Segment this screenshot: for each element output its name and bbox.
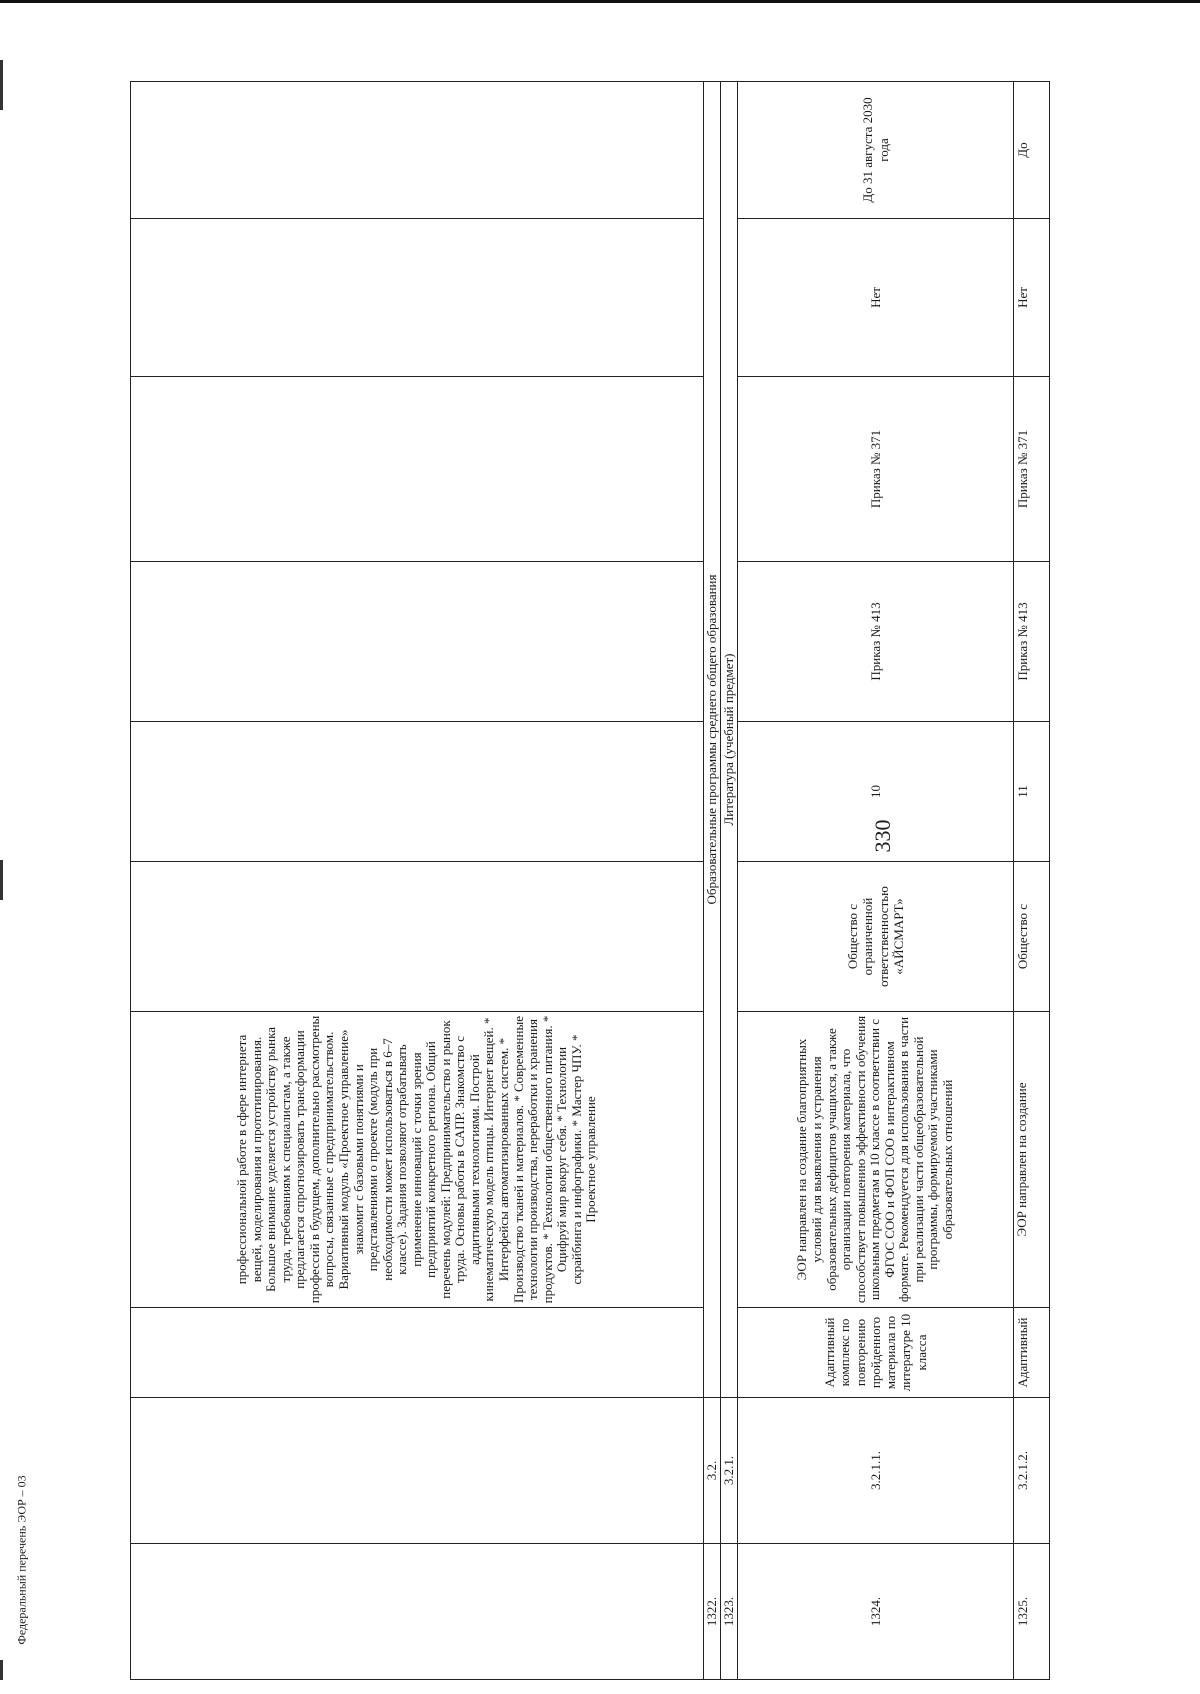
validity-term: До 31 августа 2030 года — [738, 82, 1014, 219]
document-footer: Федеральный перечень ЭОР – 03 — [14, 1475, 29, 1645]
row-code: 3.2. — [704, 1398, 721, 1544]
resource-name — [131, 1308, 704, 1398]
order-413 — [131, 562, 704, 722]
table-row — [704, 82, 721, 1680]
resource-annotation: ЭОР направлен на создание благоприятных условий для выявления и устранения образовательных дефицитов учащихся, а также организации повторения материала, что способствует повышению эффективности обучения школьным предметам в 10 классе в соответствии с ФГОС СОО и ФОП СОО в интерактивном формате. Рекомендуется для использования в части при реализации части общеобразовательной программы, формируемой участниками образовательных отношений — [738, 1012, 1014, 1308]
row-code: 3.2.1.2. — [1014, 1398, 1050, 1544]
row-code — [131, 1398, 704, 1544]
scan-left-edge-mark — [0, 860, 3, 900]
resource-name: Адаптивный комплекс по повторению пройденного материала по литературе 10 класса — [738, 1308, 1014, 1398]
subject-heading: Литература (учебный предмет) — [721, 82, 738, 1398]
eor-register-table — [130, 81, 1050, 1680]
row-number: 1322. — [704, 1544, 721, 1680]
developer-org: Общество с — [1014, 862, 1050, 1012]
table-row — [738, 82, 1014, 1680]
grade: 10 — [738, 722, 1014, 862]
scan-left-edge-mark — [0, 60, 3, 110]
limited-use: Нет — [1014, 219, 1050, 377]
order-413: Приказ № 413 — [738, 562, 1014, 722]
scan-left-edge-mark — [0, 1660, 3, 1680]
table-row — [721, 82, 738, 1680]
page-number: 330 — [870, 819, 895, 853]
resource-annotation: профессиональной работе в сфере интернета вещей, моделирования и прототипирования. Большое внимание уделяется устройству рынка труда, требованиям к специалистам, а также предлагается спрогнозировать трансформации профессий в будущем, дополнительно рассмотрены вопросы, связанные с предпринимательством. Вариативный модуль «Проектное управление» знакомит с базовыми понятиями и представлениями о проекте (модуль при необходимости может использоваться в 6–7 классе). Задания позволяют отрабатывать применение инноваций с точки зрения предприятий конкретного региона. Общий перечень модулей: Предпринимательство и рынок труда. Основы работы в САПР. Знакомство с аддитивными технологиями. Построй кинематическую модель птицы. Интернет вещей. * Интерфейсы автоматизированных систем. * Производство тканей и материалов. * Современные технологии производства, переработки и хранения продуктов. * Технологии общественного питания. * Оцифруй мир вокруг себя. * Технологии скрайбинга и инфографики. * Мастер ЧПУ. * Проектное управление — [131, 1012, 704, 1308]
limited-use — [131, 219, 704, 377]
row-code: 3.2.1.1. — [738, 1398, 1014, 1544]
resource-name: Адаптивный — [1014, 1308, 1050, 1398]
row-number: 1323. — [721, 1544, 738, 1680]
developer-org — [131, 862, 704, 1012]
validity-term — [131, 82, 704, 219]
limited-use: Нет — [738, 219, 1014, 377]
row-number — [131, 1544, 704, 1680]
order-413: Приказ № 413 — [1014, 562, 1050, 722]
row-number: 1324. — [738, 1544, 1014, 1680]
validity-term: До — [1014, 82, 1050, 219]
section-heading: Образовательные программы среднего общего образования — [704, 82, 721, 1398]
order-371: Приказ № 371 — [1014, 377, 1050, 562]
scan-top-border — [0, 0, 1200, 3]
developer-org: Общество с ограниченной ответственностью «АЙСМАРТ» — [738, 862, 1014, 1012]
resource-annotation: ЭОР направлен на создание — [1014, 1012, 1050, 1308]
row-number: 1325. — [1014, 1544, 1050, 1680]
order-371: Приказ № 371 — [738, 377, 1014, 562]
order-371 — [131, 377, 704, 562]
grade: 11 — [1014, 722, 1050, 862]
rotated-register-table — [130, 82, 1080, 1680]
row-code: 3.2.1. — [721, 1398, 738, 1544]
table-row — [1014, 82, 1050, 1680]
table-row — [131, 82, 704, 1680]
grade — [131, 722, 704, 862]
